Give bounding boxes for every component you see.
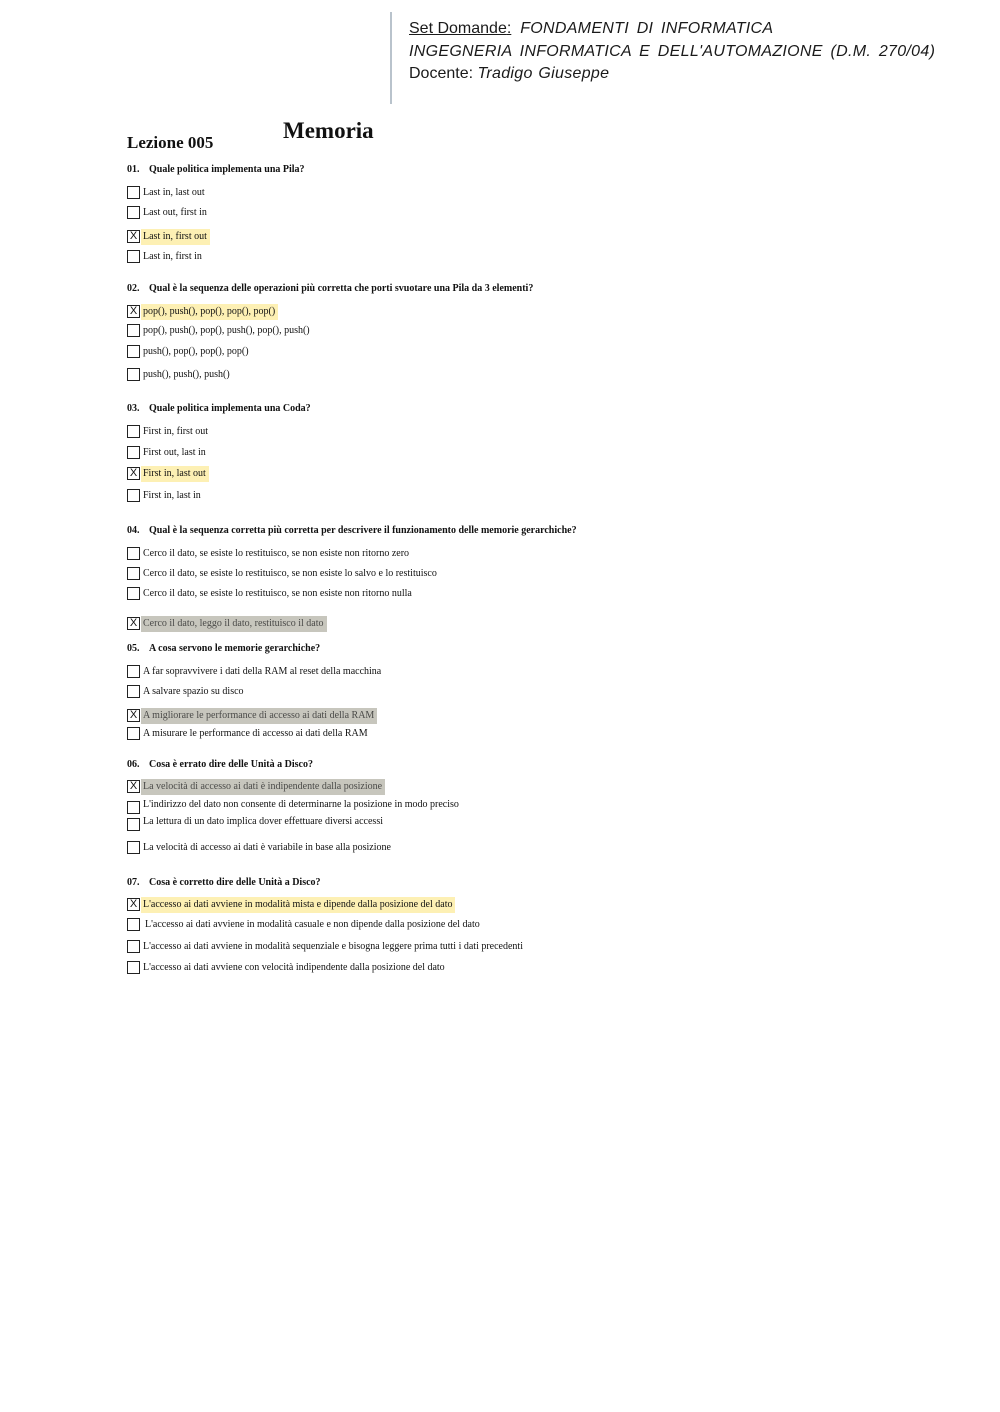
question-text: Quale politica implementa una Pila? <box>149 164 305 175</box>
option-label: A misurare le performance di accesso ai dati della RAM <box>143 728 368 739</box>
option-label: push(), push(), push() <box>143 369 230 380</box>
checkbox[interactable]: X <box>127 709 140 722</box>
question-number: 05. <box>127 643 140 654</box>
option-label: Cerco il dato, leggo il dato, restituisco il dato <box>141 616 327 632</box>
question-number: 07. <box>127 877 140 888</box>
checkbox[interactable] <box>127 587 140 600</box>
option-label: pop(), push(), pop(), push(), pop(), push() <box>143 325 310 336</box>
question-number: 02. <box>127 283 140 294</box>
checkbox[interactable] <box>127 489 140 502</box>
option-label: A salvare spazio su disco <box>143 686 244 697</box>
lesson-number: Lezione 005 <box>127 133 214 152</box>
checkbox[interactable] <box>127 324 140 337</box>
course-line <box>409 18 935 41</box>
checkbox[interactable]: X <box>127 898 140 911</box>
checkbox[interactable] <box>127 818 140 831</box>
set-separator: : <box>506 20 512 37</box>
checkbox[interactable] <box>127 940 140 953</box>
option-label: First out, last in <box>143 447 206 458</box>
option-label: A far sopravvivere i dati della RAM al reset della macchina <box>143 666 382 677</box>
option-label: L'accesso ai dati avviene in modalità mista e dipende dalla posizione del dato <box>141 897 455 913</box>
question-02 <box>127 283 533 294</box>
degree-name: INGEGNERIA INFORMATICA E DELL'AUTOMAZIONE (D.M. 270/04) <box>409 42 936 60</box>
question-text: A cosa servono le memorie gerarchiche? <box>149 643 321 654</box>
option-label: La lettura di un dato implica dover effettuare diversi accessi <box>143 816 383 827</box>
checkbox[interactable]: X <box>127 230 140 243</box>
checkbox[interactable]: X <box>127 305 140 318</box>
document-header <box>390 12 935 104</box>
page-title: Memoria <box>283 118 374 143</box>
question-05 <box>127 643 320 654</box>
checkbox[interactable] <box>127 345 140 358</box>
option-label: Cerco il dato, se esiste lo restituisco, se non esiste lo salvo e lo restituisco <box>143 568 437 579</box>
question-text: Qual è la sequenza corretta più corretta per descrivere il funzionamento delle memorie gerarchiche? <box>149 525 577 536</box>
checkbox[interactable] <box>127 801 140 814</box>
set-label: Set Domande <box>409 20 507 37</box>
option-label: Last out, first in <box>143 207 207 218</box>
question-01 <box>127 164 305 175</box>
question-06 <box>127 759 313 770</box>
option-label: L'accesso ai dati avviene in modalità casuale e non dipende dalla posizione del dato <box>145 919 480 930</box>
option-label: First in, last in <box>143 490 201 501</box>
checkbox[interactable] <box>127 206 140 219</box>
question-number: 03. <box>127 403 140 414</box>
checkbox[interactable] <box>127 250 140 263</box>
question-number: 06. <box>127 759 140 770</box>
question-text: Qual è la sequenza delle operazioni più corretta che porti svuotare una Pila da 3 elementi? <box>149 283 534 294</box>
checkbox[interactable] <box>127 446 140 459</box>
checkbox[interactable] <box>127 841 140 854</box>
checkbox[interactable] <box>127 186 140 199</box>
option-label: A migliorare le performance di accesso ai dati della RAM <box>141 708 377 724</box>
option-label: Last in, last out <box>143 187 205 198</box>
option-label: Cerco il dato, se esiste lo restituisco, se non esiste non ritorno zero <box>143 548 410 559</box>
question-number: 04. <box>127 525 140 536</box>
question-text: Cosa è corretto dire delle Unità a Disco? <box>149 877 321 888</box>
option-label: L'accesso ai dati avviene in modalità sequenziale e bisogna leggere prima tutti i dati precedenti <box>143 941 523 952</box>
checkbox[interactable] <box>127 918 140 931</box>
checkbox[interactable] <box>127 547 140 560</box>
course-name: FONDAMENTI DI INFORMATICA <box>520 20 774 37</box>
checkbox[interactable] <box>127 727 140 740</box>
option-label: Cerco il dato, se esiste lo restituisco, se non esiste non ritorno nulla <box>143 588 412 599</box>
question-04 <box>127 525 577 536</box>
checkbox[interactable] <box>127 425 140 438</box>
option-label: pop(), push(), pop(), pop(), pop() <box>141 304 278 320</box>
question-text: Quale politica implementa una Coda? <box>149 403 311 414</box>
option-label: L'indirizzo del dato non consente di determinarne la posizione in modo preciso <box>143 799 459 810</box>
checkbox[interactable]: X <box>127 780 140 793</box>
checkbox[interactable] <box>127 685 140 698</box>
option-label: La velocità di accesso ai dati è indipendente dalla posizione <box>141 779 385 795</box>
teacher-name: Tradigo Giuseppe <box>477 65 610 82</box>
checkbox[interactable]: X <box>127 617 140 630</box>
option-label: First in, last out <box>141 466 209 482</box>
question-text: Cosa è errato dire delle Unità a Disco? <box>149 759 313 770</box>
option-label: Last in, first in <box>143 251 202 262</box>
checkbox[interactable] <box>127 665 140 678</box>
checkbox[interactable] <box>127 961 140 974</box>
question-03 <box>127 403 311 414</box>
checkbox[interactable] <box>127 368 140 381</box>
option-label: First in, first out <box>143 426 209 437</box>
question-07 <box>127 877 321 888</box>
teacher-label: Docente: <box>409 65 474 82</box>
option-label: Last in, first out <box>141 229 210 245</box>
question-number: 01. <box>127 164 140 175</box>
option-label: push(), pop(), pop(), pop() <box>143 346 249 357</box>
teacher-line <box>409 63 935 86</box>
option-label: L'accesso ai dati avviene con velocità indipendente dalla posizione del dato <box>143 962 445 973</box>
checkbox[interactable] <box>127 567 140 580</box>
option-label: La velocità di accesso ai dati è variabile in base alla posizione <box>143 842 391 853</box>
checkbox[interactable]: X <box>127 467 140 480</box>
